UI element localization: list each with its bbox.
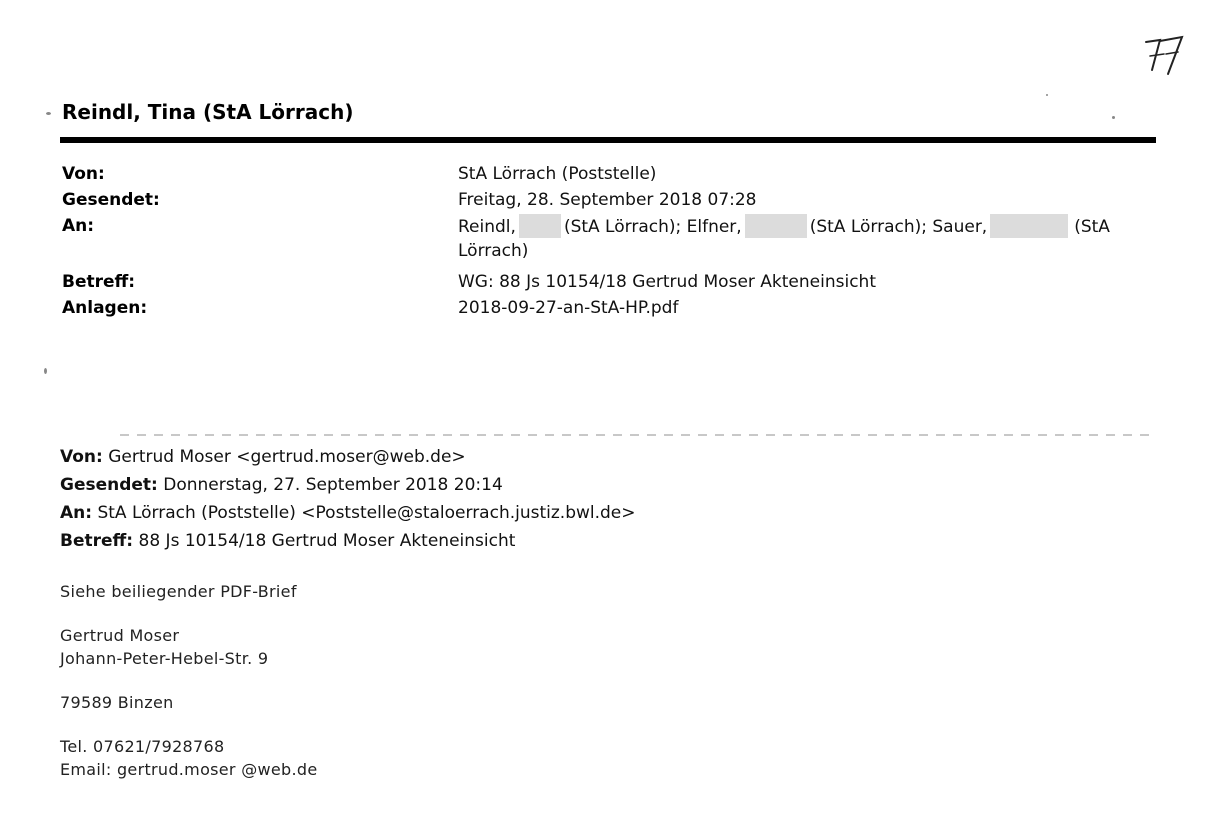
header-sent-label: Gesendet: bbox=[62, 190, 160, 210]
handwritten-page-number bbox=[1138, 30, 1190, 78]
header-attachments-label: Anlagen: bbox=[62, 298, 148, 318]
forwarded-sent-label: Gesendet: bbox=[60, 475, 158, 495]
redaction-box bbox=[519, 214, 561, 238]
forwarded-from-value: Gertrud Moser <gertrud.moser@web.de> bbox=[108, 447, 466, 467]
header-subject-row bbox=[62, 269, 1142, 295]
mailbox-owner-title: Reindl, Tina (StA Lörrach) bbox=[62, 100, 354, 124]
header-subject-value: WG: 88 Js 10154/18 Gertrud Moser Akteneinsicht bbox=[458, 272, 876, 292]
forward-separator bbox=[120, 434, 1150, 436]
header-sent-value: Freitag, 28. September 2018 07:28 bbox=[458, 190, 757, 210]
recipient-3-org-start: (StA bbox=[1074, 217, 1110, 237]
signature-city: 79589 Binzen bbox=[60, 693, 174, 712]
header-to-value bbox=[458, 213, 1142, 263]
body-intro: Siehe beiliegender PDF-Brief bbox=[60, 582, 297, 601]
email-body bbox=[60, 580, 960, 781]
header-divider bbox=[60, 137, 1156, 143]
header-sent-row bbox=[62, 187, 1142, 213]
scan-speck bbox=[1112, 116, 1115, 119]
recipient-1-surname: Reindl, bbox=[458, 217, 516, 237]
signature-phone: Tel. 07621/7928768 bbox=[60, 737, 225, 756]
scan-speck bbox=[46, 112, 51, 115]
header-to-row bbox=[62, 213, 1142, 263]
recipient-3-surname: (StA Lörrach); Sauer, bbox=[809, 217, 988, 237]
signature-street: Johann-Peter-Hebel-Str. 9 bbox=[60, 649, 269, 668]
signature-name: Gertrud Moser bbox=[60, 626, 180, 645]
forwarded-sent-row bbox=[60, 471, 1160, 499]
scan-speck bbox=[1046, 94, 1048, 96]
header-from-value: StA Lörrach (Poststelle) bbox=[458, 164, 657, 184]
header-from-label: Von: bbox=[62, 164, 105, 184]
forwarded-to-row bbox=[60, 499, 1160, 527]
recipient-2-surname: (StA Lörrach); Elfner, bbox=[563, 217, 742, 237]
scan-speck bbox=[44, 368, 47, 374]
forwarded-from-row bbox=[60, 443, 1160, 471]
header-attachments-row bbox=[62, 295, 1142, 321]
forwarded-subject-value: 88 Js 10154/18 Gertrud Moser Akteneinsicht bbox=[138, 531, 516, 551]
forwarded-sent-value: Donnerstag, 27. September 2018 20:14 bbox=[163, 475, 503, 495]
forwarded-to-label: An: bbox=[60, 503, 93, 523]
forwarded-header bbox=[60, 443, 1160, 555]
redaction-box bbox=[745, 214, 807, 238]
header-from-row bbox=[62, 161, 1142, 187]
email-header bbox=[62, 161, 1142, 321]
signature-email: Email: gertrud.moser @web.de bbox=[60, 760, 318, 779]
recipient-3-org-end: Lörrach) bbox=[458, 241, 529, 261]
header-subject-label: Betreff: bbox=[62, 272, 136, 292]
header-to-label: An: bbox=[62, 216, 95, 236]
forwarded-subject-row bbox=[60, 527, 1160, 555]
forwarded-subject-label: Betreff: bbox=[60, 531, 134, 551]
redaction-box bbox=[990, 214, 1068, 238]
forwarded-from-label: Von: bbox=[60, 447, 103, 467]
forwarded-to-value: StA Lörrach (Poststelle) <Poststelle@staloerrach.justiz.bwl.de> bbox=[97, 503, 636, 523]
attachment-filename: 2018-09-27-an-StA-HP.pdf bbox=[458, 298, 679, 318]
